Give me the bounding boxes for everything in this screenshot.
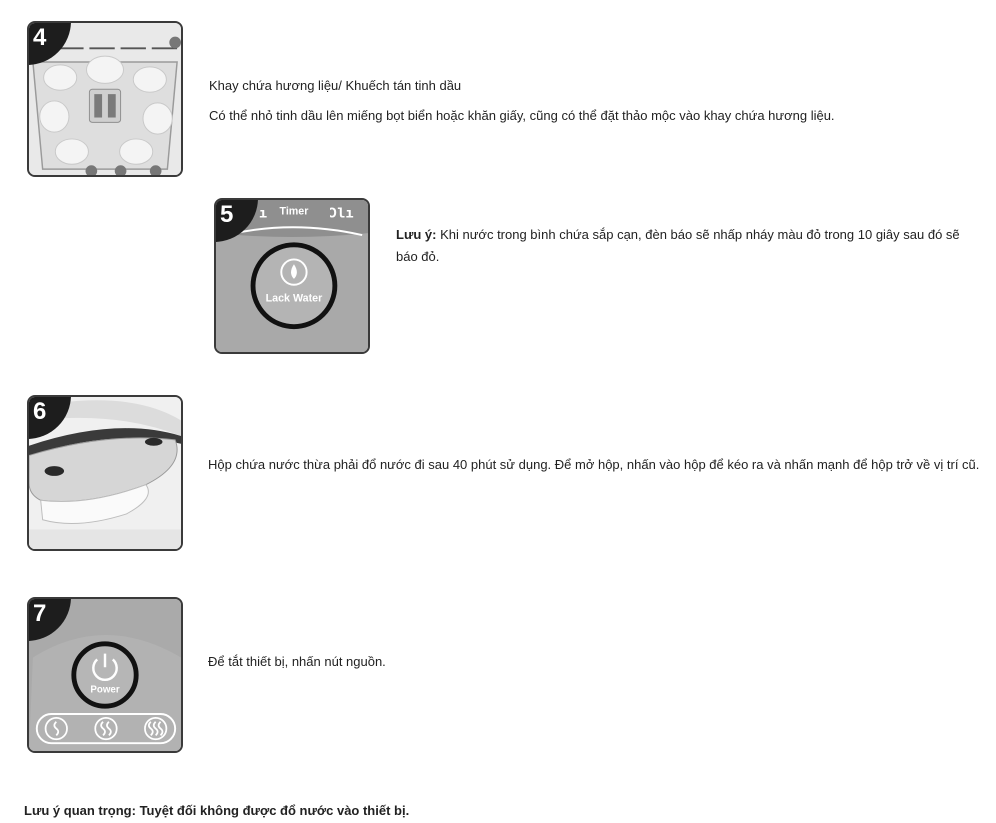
step-7-description: Để tắt thiết bị, nhấn nút nguồn.	[208, 654, 386, 669]
step-5-text	[396, 224, 976, 268]
step-4-image	[27, 21, 183, 177]
important-note	[24, 800, 924, 822]
power-label: Power	[90, 684, 120, 696]
important-note-text: Lưu ý quan trọng: Tuyệt đối không được đổ nước vào thiết bị.	[24, 803, 410, 818]
step-6-description: Hộp chứa nước thừa phải đổ nước đi sau 40 phút sử dụng. Để mở hộp, nhấn vào hộp để kéo ra và nhấn mạnh để hộp trở về vị trí cũ.	[208, 457, 980, 472]
note-label: Lưu ý:	[396, 227, 437, 242]
svg-text:Ɔlı: Ɔlı	[329, 205, 354, 222]
step-4-description: Có thể nhỏ tinh dầu lên miếng bọt biển hoặc khăn giấy, cũng có thể đặt thảo mộc vào khay chứa hương liệu.	[209, 108, 835, 123]
lack-water-label: Lack Water	[265, 292, 323, 305]
step-7-image	[27, 597, 183, 753]
step-number-badge: 7	[27, 597, 71, 641]
step-5-image	[214, 198, 370, 354]
svg-text:ı: ı	[258, 205, 268, 222]
step-number-badge: 6	[27, 395, 71, 439]
step-7-text	[208, 651, 908, 673]
step-5-description: Khi nước trong bình chứa sắp cạn, đèn báo sẽ nhấp nháy màu đỏ trong 10 giây sau đó sẽ báo đỏ.	[396, 227, 960, 264]
step-6-text	[208, 454, 980, 476]
step-4-text	[209, 75, 969, 127]
step-4-title: Khay chứa hương liệu/ Khuếch tán tinh dầu	[209, 78, 462, 93]
step-number-badge: 5	[214, 198, 258, 242]
step-6-image	[27, 395, 183, 551]
step-number-badge: 4	[27, 21, 71, 65]
timer-label: Timer	[279, 205, 309, 218]
